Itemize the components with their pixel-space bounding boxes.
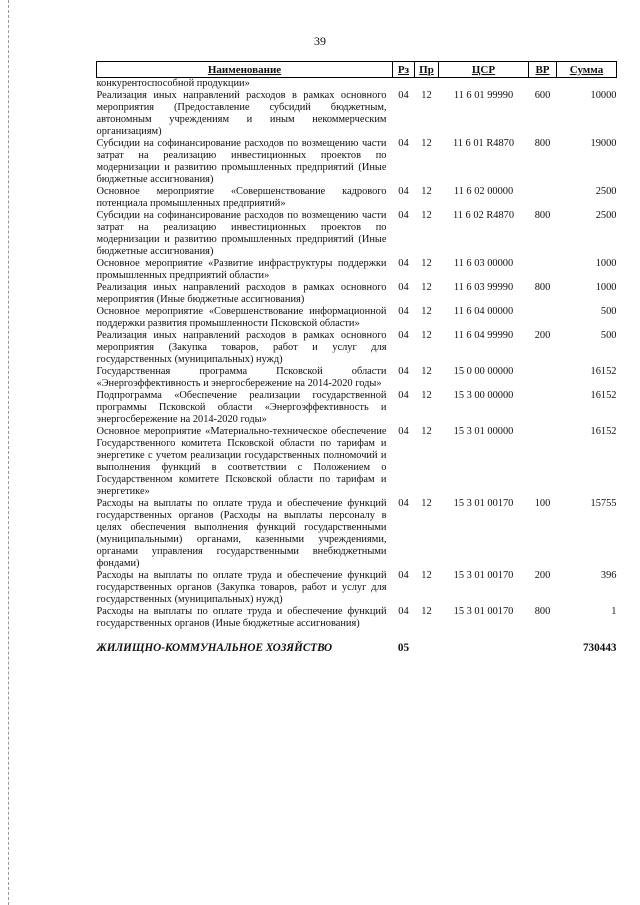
cell-pr: 12: [421, 606, 432, 617]
cell-vr: 800: [534, 210, 551, 221]
cell-name: Основное мероприятие «Совершенствование кадрового потенциала промышленных предприятий»: [96, 186, 387, 209]
header-pr: Пр: [415, 62, 439, 78]
cell-vr: [529, 186, 557, 210]
section-cell-name: ЖИЛИЩНО-КОММУНАЛЬНОЕ ХОЗЯЙСТВО: [96, 642, 333, 654]
cell-rz: 04: [398, 498, 409, 509]
cell-pr: 12: [421, 390, 432, 401]
section-row: [97, 630, 617, 654]
cell-csr: 11 6 03 99990: [453, 282, 514, 293]
cell-name: Расходы на выплаты по оплате труда и обеспечение функций государственных органов (Иные бюджетные ассигнования): [96, 606, 387, 629]
table-row: [97, 570, 617, 606]
cell-vr: [529, 78, 557, 91]
cell-csr: 15 3 00 00000: [453, 390, 514, 401]
table-row: [97, 138, 617, 186]
section-cell-csr: [439, 630, 529, 654]
cell-csr: 15 3 01 00170: [453, 606, 514, 617]
cell-pr: 12: [421, 90, 432, 101]
cell-vr: 200: [534, 330, 551, 341]
cell-name: Основное мероприятие «Развитие инфраструктуры поддержки промышленных предприятий области»: [96, 258, 387, 281]
cell-vr: 100: [534, 498, 551, 509]
cell-rz: 04: [398, 186, 409, 197]
cell-sum: 396: [600, 570, 617, 581]
cell-pr: [415, 78, 439, 91]
cell-vr: [529, 366, 557, 390]
cell-csr: [439, 78, 529, 91]
cell-vr: 200: [534, 570, 551, 581]
cell-name: Реализация иных направлений расходов в рамках основного мероприятия (Иные бюджетные ассигнования): [96, 282, 387, 305]
cell-pr: 12: [421, 258, 432, 269]
cell-name: Субсидии на софинансирование расходов по возмещению части затрат на реализацию инвестиционных проектов по модернизации и развитию промышленных предприятий (Иные бюджетные ассигнования): [96, 210, 387, 257]
table-row: [97, 366, 617, 390]
table-header-row: [97, 62, 617, 78]
table-row: [97, 498, 617, 570]
table-row: [97, 282, 617, 306]
table-row: [97, 606, 617, 630]
table-row: [97, 90, 617, 138]
cell-rz: 04: [398, 306, 409, 317]
cell-csr: 11 6 04 99990: [453, 330, 514, 341]
table-body: [97, 78, 617, 655]
cell-rz: 04: [398, 606, 409, 617]
cell-rz: [393, 78, 415, 91]
cell-name: Расходы на выплаты по оплате труда и обеспечение функций государственных органов (Закупка товаров, работ и услуг для государственных (муниципальных) нужд): [96, 570, 387, 605]
cell-sum: 500: [600, 330, 617, 341]
cell-name: Реализация иных направлений расходов в рамках основного мероприятия (Закупка товаров, работ и услуг для государственных (муниципальных) нужд): [96, 330, 387, 365]
cell-name: Субсидии на софинансирование расходов по возмещению части затрат на реализацию инвестиционных проектов по модернизации и развитию промышленных предприятий (Иные бюджетные ассигнования): [96, 138, 387, 185]
cell-sum: 2500: [595, 186, 617, 197]
cell-rz: 04: [398, 210, 409, 221]
cell-csr: 11 6 01 99990: [453, 90, 514, 101]
cell-pr: 12: [421, 282, 432, 293]
cell-name: Подпрограмма «Обеспечение реализации государственной программы Псковской области «Энергоэффективность и энергосбережение на 2014-2020 годы»: [96, 390, 387, 425]
table-row: [97, 306, 617, 330]
header-sum: Сумма: [557, 62, 617, 78]
cell-csr: 11 6 02 R4870: [452, 210, 515, 221]
header-rz: Рз: [393, 62, 415, 78]
cell-csr: 11 6 03 00000: [453, 258, 514, 269]
cell-sum: 10000: [590, 90, 617, 101]
cell-pr: 12: [421, 138, 432, 149]
cell-sum: 500: [600, 306, 617, 317]
cell-rz: 04: [398, 570, 409, 581]
cell-csr: 15 3 01 00170: [453, 570, 514, 581]
table-row: [97, 78, 617, 91]
section-cell-rz: 05: [397, 642, 410, 654]
cell-vr: [529, 258, 557, 282]
cell-vr: [529, 390, 557, 426]
cell-rz: 04: [398, 258, 409, 269]
cell-sum: 16152: [590, 390, 617, 401]
page-number: 39: [314, 34, 326, 48]
cell-pr: 12: [421, 186, 432, 197]
cell-name: Расходы на выплаты по оплате труда и обеспечение функций государственных органов (Расходы на выплаты персоналу в целях обеспечения выполнения функций государственными (муниципальными) органами, казенными учреждениями, органами управления государственными внебюджетными фондами): [96, 498, 387, 569]
table-row: [97, 258, 617, 282]
table-row: [97, 330, 617, 366]
cell-rz: 04: [398, 138, 409, 149]
table-row: [97, 186, 617, 210]
cell-sum: 1: [611, 606, 617, 617]
cell-vr: [529, 306, 557, 330]
cell-pr: 12: [421, 570, 432, 581]
cell-csr: 11 6 02 00000: [453, 186, 514, 197]
cell-name: Основное мероприятие «Совершенствование информационной поддержки развития промышленности Псковской области»: [96, 306, 387, 329]
section-cell-pr: [415, 630, 439, 654]
cell-pr: 12: [421, 498, 432, 509]
table-row: [97, 390, 617, 426]
cell-sum: 16152: [590, 426, 617, 437]
table-row: [97, 426, 617, 498]
cell-sum: 16152: [590, 366, 617, 377]
cell-pr: 12: [421, 306, 432, 317]
cell-sum: [557, 78, 617, 91]
cell-csr: 11 6 04 00000: [453, 306, 514, 317]
cell-vr: 600: [534, 90, 551, 101]
cell-rz: 04: [398, 90, 409, 101]
cell-name: Государственная программа Псковской области «Энергоэффективность и энергосбережение на 2014-2020 годы»: [96, 366, 387, 389]
cell-name: Реализация иных направлений расходов в рамках основного мероприятия (Предоставление субсидий бюджетным, автономным учреждениям и иным некоммерческим организациям): [96, 90, 387, 137]
cell-rz: 04: [398, 426, 409, 437]
cell-sum: 1000: [595, 282, 617, 293]
cell-vr: [529, 426, 557, 498]
section-cell-vr: [529, 630, 557, 654]
header-vr: ВР: [529, 62, 557, 78]
table-row: [97, 210, 617, 258]
cell-pr: 12: [421, 366, 432, 377]
cell-rz: 04: [398, 390, 409, 401]
cell-sum: 2500: [595, 210, 617, 221]
cell-sum: 15755: [590, 498, 617, 509]
cell-csr: 15 3 01 00170: [453, 498, 514, 509]
section-cell-sum: 730443: [582, 642, 617, 654]
budget-table: [96, 61, 617, 654]
header-csr: ЦСР: [439, 62, 529, 78]
cell-vr: 800: [534, 606, 551, 617]
cell-name: конкурентоспособной продукции»: [96, 78, 250, 89]
cell-rz: 04: [398, 330, 409, 341]
cell-name: Основное мероприятие «Материально-техническое обеспечение Государственного комитета Псковской области по тарифам и энергетике с учетом реализации государственных полномочий и выполнения функций в соответствии с Положением о Государственном комитете Псковской области по тарифам и энергетике»: [96, 426, 387, 497]
cell-pr: 12: [421, 330, 432, 341]
cell-csr: 15 3 01 00000: [453, 426, 514, 437]
cell-rz: 04: [398, 282, 409, 293]
cell-vr: 800: [534, 282, 551, 293]
left-margin-line: [8, 0, 10, 905]
cell-csr: 11 6 01 R4870: [452, 138, 515, 149]
cell-vr: 800: [534, 138, 551, 149]
cell-pr: 12: [421, 426, 432, 437]
cell-rz: 04: [398, 366, 409, 377]
cell-sum: 19000: [590, 138, 617, 149]
cell-csr: 15 0 00 00000: [453, 366, 514, 377]
cell-pr: 12: [421, 210, 432, 221]
header-name: Наименование: [97, 62, 393, 78]
cell-sum: 1000: [595, 258, 617, 269]
